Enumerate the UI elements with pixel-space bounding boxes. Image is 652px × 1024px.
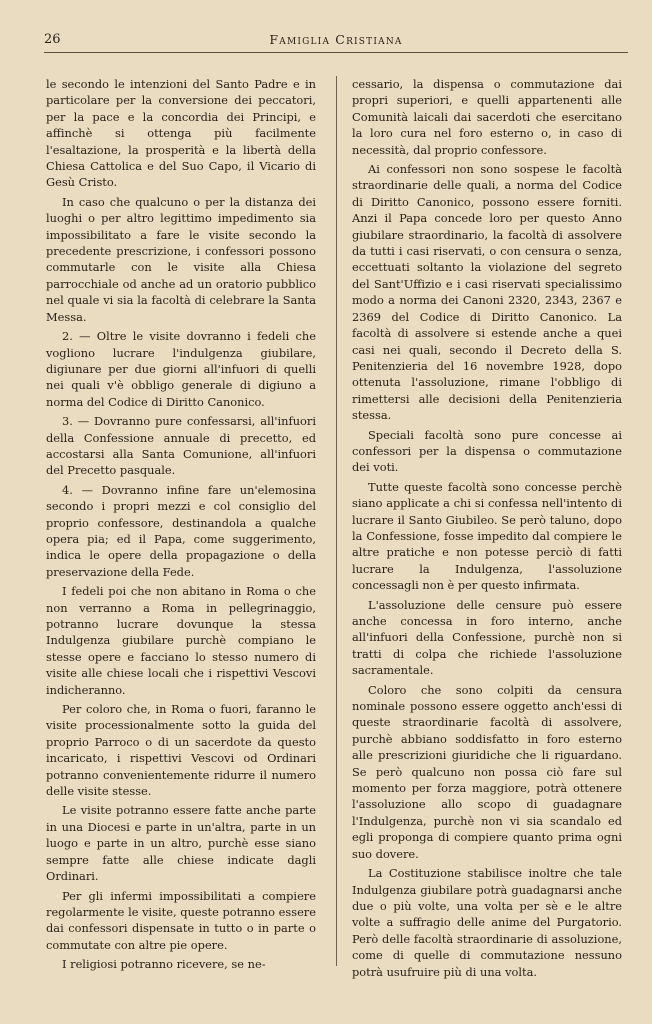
paragraph: Ai confessori non sono sospese le facoltà straordinarie delle quali, a norma del Codice di Diritto Canonico, possono essere forniti. Anzi il Papa concede loro per questo Anno giubilare straordinario, la facoltà di assolvere da tutti i casi riservati, o con censura o senza, eccettuati soltanto la violazione del segreto del Sant'Uffizio e i casi riservati specialissimo modo a norma dei Canoni 2320, 2343, 2367 e 2369 del Codice di Diritto Canonico. La facoltà di assolvere si estende anche a quei casi nei quali, secondo il Decreto della S. Penitenzieria del 16 novembre 1928, dopo ottenuta l'assoluzione, rimane l'obbligo di rimettersi alle decisioni della Penitenzieria stessa. (352, 162, 622, 423)
page-header (44, 30, 628, 53)
paragraph: In caso che qualcuno o per la distanza dei luoghi o per altro legittimo impedimento sia impossibilitato a fare le visite secondo la precedente prescrizione, i confessori possono commutarle con le visite alla Chiesa parrocchiale od anche ad un oratorio pubblico nel quale vi sia la facoltà di celebrare la Santa Messa. (46, 194, 316, 324)
paragraph: cessario, la dispensa o commutazione dai propri superiori, e quelli appartenenti alle Comunità laicali dai sacerdoti che esercitano la loro cura nel foro esterno o, in caso di necessità, dal proprio confessore. (352, 77, 622, 157)
paragraph: Per coloro che, in Roma o fuori, faranno le visite processionalmente sotto la guida del proprio Parroco o di un sacerdote da questo incaricato, i rispettivi Vescovi od Ordinari potranno convenientemente ridurre il numero delle visite stesse. (46, 702, 316, 799)
left-column (46, 76, 316, 973)
paragraph: le secondo le intenzioni del Santo Padre e in particolare per la conversione dei peccatori, per la pace e la concordia dei Principi, e affinchè si ottenga più facilmente l'esaltazione, la prosperità e la libertà della Chiesa Cattolica e del Suo Capo, il Vicario di Gesù Cristo. (46, 77, 316, 190)
column-divider (336, 76, 337, 966)
paragraph: Speciali facoltà sono pure concesse ai confessori per la dispensa o commutazione dei voti. (352, 427, 622, 475)
paragraph: Le visite potranno essere fatte anche parte in una Diocesi e parte in un'altra, parte in un luogo e parte in un altro, purchè esse siano sempre fatte alle chiese indicate dagli Ordinari. (46, 803, 316, 884)
paragraph: L'assoluzione delle censure può essere anche concessa in foro interno, anche all'infuori della Confessione, purchè non si tratti di colpa che richiede l'assoluzione sacramentale. (352, 597, 622, 678)
right-column (352, 76, 622, 980)
running-title: Famiglia Cristiana (269, 32, 403, 47)
paragraph: La Costituzione stabilisce inoltre che tale Indulgenza giubilare potrà guadagnarsi anche due o più volte, una volta per sè e le altre volte a suffragio delle anime del Purgatorio. Però delle facoltà straordinarie di assoluzione, come di quelle di commutazione nessuno potrà usufruire più di una volta. (352, 866, 622, 979)
paragraph: 3. — Dovranno pure confessarsi, all'infuori della Confessione annuale di precetto, ed accostarsi alla Santa Comunione, all'infuori del Precetto pasquale. (46, 414, 316, 478)
paragraph: Per gli infermi impossibilitati a compiere regolarmente le visite, queste potranno essere dai confessori dispensate in tutto o in parte o commutate con altre pie opere. (46, 888, 316, 952)
paragraph: I fedeli poi che non abitano in Roma o che non verranno a Roma in pellegrinaggio, potranno lucrare dovunque la stessa Indulgenza giubilare purchè compiano le stesse opere e facciano lo stesso numero di visite alle chiese locali che i rispettivi Vescovi indicheranno. (46, 584, 316, 697)
paragraph: Coloro che sono colpiti da censura nominale possono essere oggetto anch'essi di queste straordinarie facoltà di assolvere, purchè abbiano soddisfatto in foro esterno alle prescrizioni giuridiche che li riguardano. Se però qualcuno non possa ciò fare sul momento per forza maggiore, potrà ottenere l'assoluzione allo scopo di guadagnare l'Indulgenza, purchè non vi sia scandalo ed egli proponga di compiere quanto prima ogni suo dovere. (352, 682, 622, 861)
paragraph: Tutte queste facoltà sono concesse perchè siano applicate a chi si confessa nell'intento di lucrare il Santo Giubileo. Se però taluno, dopo la Confessione, fosse impedito dal compiere le altre pratiche e non potesse perciò di fatti lucrare la Indulgenza, l'assoluzione concessagli non è per questo infirmata. (352, 479, 622, 593)
paragraph: I religiosi potranno ricevere, se ne- (62, 957, 266, 972)
page-number: 26 (44, 32, 61, 47)
paragraph: 2. — Oltre le visite dovranno i fedeli che vogliono lucrare l'indulgenza giubilare, digiunare per due giorni all'infuori di quelli nei quali v'è obbligo generale di digiuno a norma del Codice di Diritto Canonico. (46, 329, 316, 409)
paragraph: 4. — Dovranno infine fare un'elemosina secondo i propri mezzi e col consiglio del proprio confessore, destinandola a qualche opera pia; ed il Papa, come suggerimento, indica le opere della propagazione o della preservazione della Fede. (46, 482, 316, 579)
